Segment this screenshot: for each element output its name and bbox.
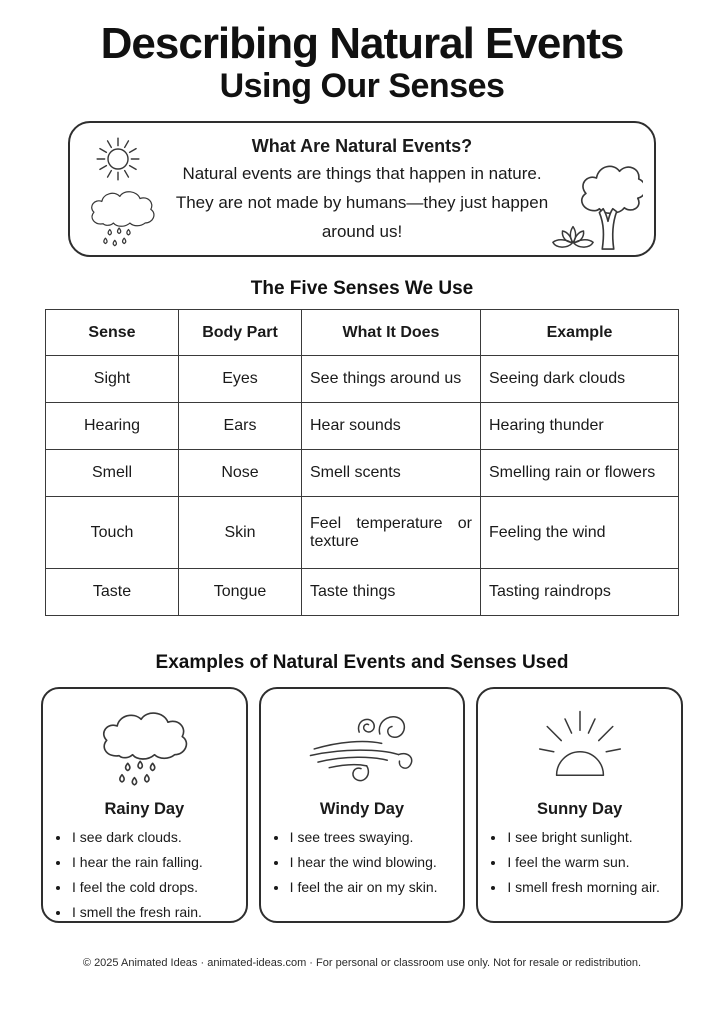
cell-example: Seeing dark clouds <box>481 356 679 403</box>
table-row <box>46 450 679 497</box>
cell-what-it-does: See things around us <box>302 356 481 403</box>
column-header-what-it-does: What It Does <box>302 310 481 356</box>
cell-sense: Hearing <box>46 403 179 450</box>
cell-sense: Touch <box>46 497 179 569</box>
card-title: Windy Day <box>319 800 405 819</box>
cell-example: Hearing thunder <box>481 403 679 450</box>
bullet-item: • I feel the warm sun. <box>506 850 672 875</box>
table-row <box>46 403 679 450</box>
page-title: Describing Natural Events <box>100 19 624 68</box>
cell-sense: Sight <box>46 356 179 403</box>
bullet-item: • I hear the wind blowing. <box>289 850 455 875</box>
senses-section-heading: The Five Senses We Use <box>250 278 474 300</box>
card-title: Rainy Day <box>104 800 185 819</box>
bullet-item: • I see trees swaying. <box>289 825 455 850</box>
info-box-line: They are not made by humans—they just happen <box>175 193 549 213</box>
card-bullet-list <box>487 825 672 900</box>
five-senses-table <box>45 309 679 616</box>
lotus-icon <box>550 224 596 252</box>
column-header-example: Example <box>481 310 679 356</box>
table-header-row <box>46 310 679 356</box>
cell-what-it-does: Feel temperature or texture <box>302 497 481 569</box>
info-box-heading: What Are Natural Events? <box>251 136 473 157</box>
bullet-item: • I feel the air on my skin. <box>289 875 455 900</box>
bullet-item: • I smell the fresh rain. <box>71 900 237 925</box>
page-subtitle: Using Our Senses <box>219 66 505 105</box>
cell-body-part: Tongue <box>179 569 302 616</box>
rain-cloud-icon <box>52 697 237 799</box>
bullet-item: • I smell fresh morning air. <box>506 875 672 900</box>
card-bullet-list <box>270 825 455 900</box>
cell-what-it-does: Smell scents <box>302 450 481 497</box>
wind-icon <box>270 697 455 799</box>
rain-cloud-icon <box>86 183 158 253</box>
table-row <box>46 569 679 616</box>
cell-what-it-does: Hear sounds <box>302 403 481 450</box>
bullet-item: • I see dark clouds. <box>71 825 237 850</box>
examples-section-heading: Examples of Natural Events and Senses Used <box>155 652 569 674</box>
column-header-sense: Sense <box>46 310 179 356</box>
cell-example: Tasting raindrops <box>481 569 679 616</box>
sunrise-icon <box>487 697 672 799</box>
cell-example: Feeling the wind <box>481 497 679 569</box>
cell-what-it-does: Taste things <box>302 569 481 616</box>
cell-sense: Smell <box>46 450 179 497</box>
bullet-item: • I feel the cold drops. <box>71 875 237 900</box>
rainy-day-card <box>41 687 248 923</box>
copyright-footer: © 2025 Animated Ideas · animated-ideas.com · For personal or classroom use only. Not for resale or redistribution. <box>82 957 642 970</box>
cell-body-part: Eyes <box>179 356 302 403</box>
card-title: Sunny Day <box>537 800 623 819</box>
cell-body-part: Ears <box>179 403 302 450</box>
info-box-line: around us! <box>321 222 403 242</box>
table-row <box>46 497 679 569</box>
cell-body-part: Skin <box>179 497 302 569</box>
bullet-item: • I see bright sunlight. <box>506 825 672 850</box>
column-header-body-part: Body Part <box>179 310 302 356</box>
sun-icon <box>93 134 143 184</box>
what-are-natural-events-box <box>68 121 656 257</box>
cell-example: Smelling rain or flowers <box>481 450 679 497</box>
bullet-item: • I hear the rain falling. <box>71 850 237 875</box>
windy-day-card <box>259 687 466 923</box>
example-cards <box>41 687 683 923</box>
cell-sense: Taste <box>46 569 179 616</box>
cell-body-part: Nose <box>179 450 302 497</box>
info-box-line: Natural events are things that happen in nature. <box>182 164 542 184</box>
table-row <box>46 356 679 403</box>
sunny-day-card <box>476 687 683 923</box>
card-bullet-list <box>52 825 237 925</box>
